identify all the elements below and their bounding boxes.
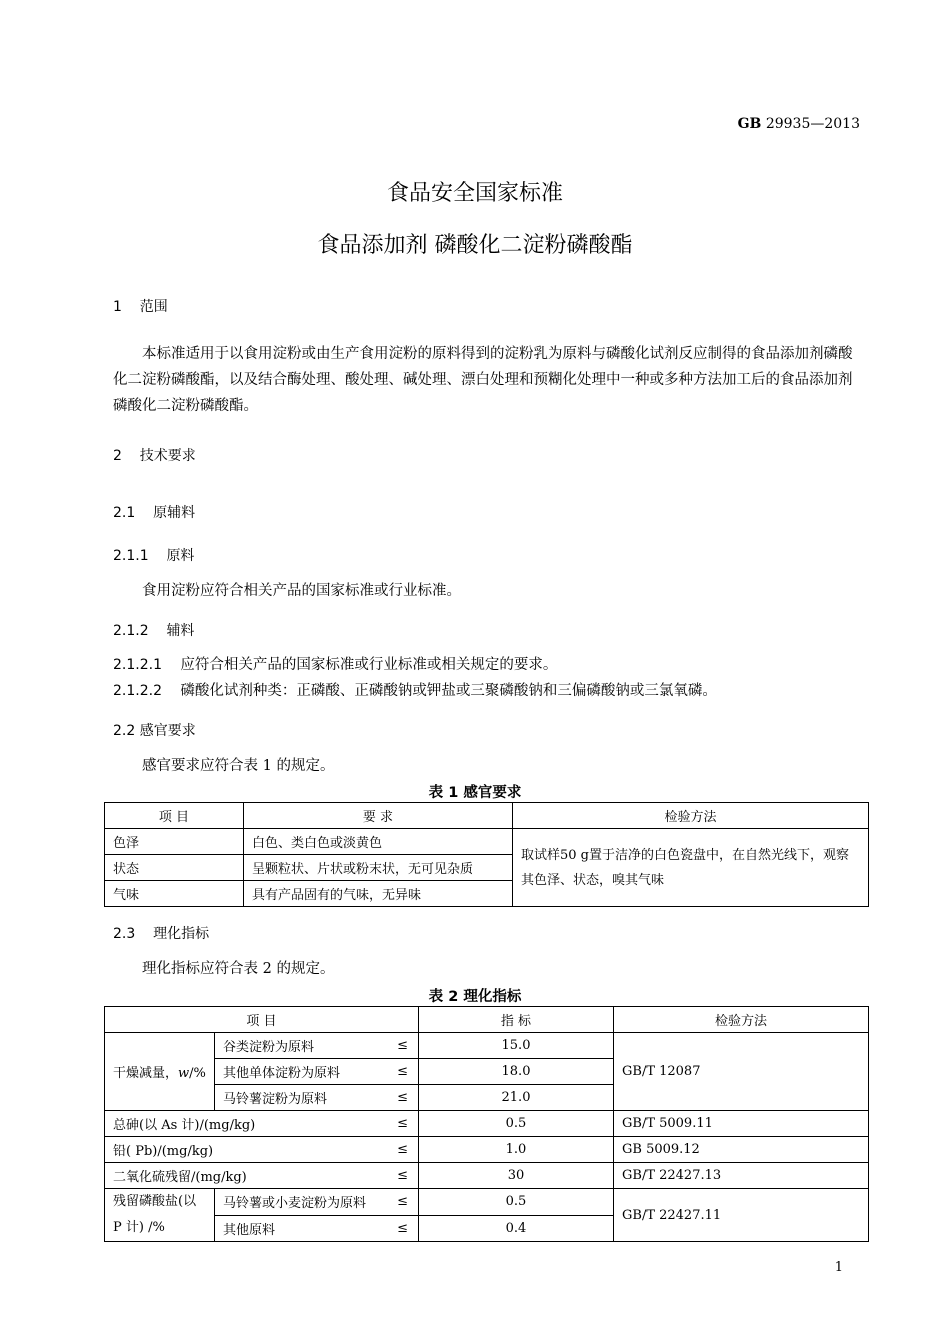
- table-2-phosphate-label: 残留磷酸盐(以 P 计) /%: [105, 1189, 215, 1242]
- table-2-value: 15.0: [419, 1033, 614, 1059]
- table-2-method: GB/T 5009.11: [614, 1111, 869, 1137]
- table-2-subitem: 其他单体淀粉为原料: [215, 1059, 385, 1085]
- table-1-header: 项 目: [105, 803, 244, 829]
- section-2-heading: 2 技术要求: [113, 448, 196, 464]
- table-1-header: 要 求: [244, 803, 513, 829]
- section-2-1-2-1: 2.1.2.1 应符合相关产品的国家标准或行业标准或相关规定的要求。: [113, 657, 558, 673]
- table-2-le-symbol: ≤: [385, 1189, 419, 1216]
- table-2-item: 二氧化硫残留/(mg/kg): [105, 1163, 385, 1189]
- table-1-method: 取试样50 g置于洁净的白色瓷盘中，在自然光线下，观察其色泽、状态，嗅其气味: [513, 829, 869, 907]
- page-number: 1: [834, 1260, 843, 1275]
- title-main: 食品安全国家标准: [386, 181, 563, 206]
- standard-code: GB 29935—2013: [737, 116, 860, 132]
- table-2-caption: 表 2 理化指标: [428, 989, 522, 1005]
- table-2-value: 30: [419, 1163, 614, 1189]
- title-sub: 食品添加剂 磷酸化二淀粉磷酸酯: [317, 233, 633, 258]
- table-2-method: GB/T 12087: [614, 1033, 869, 1111]
- section-2-1-heading: 2.1 原辅料: [113, 505, 196, 521]
- table-2-value: 18.0: [419, 1059, 614, 1085]
- section-2-3-heading: 2.3 理化指标: [113, 926, 210, 942]
- table-1-requirement: 白色、类白色或淡黄色: [244, 829, 513, 855]
- table-2-subitem: 马铃薯或小麦淀粉为原料: [215, 1189, 385, 1216]
- section-1-text: 本标准适用于以食用淀粉或由生产食用淀粉的原料得到的淀粉乳为原料与磷酸化试剂反应制得的食品添加剂磷酸化二淀粉磷酸酯，以及结合酶处理、酸处理、碱处理、漂白处理和预糊化处理中一种或多种方法加工后的食品添加剂磷酸化二淀粉磷酸酯。: [113, 346, 853, 414]
- table-2-value: 0.5: [419, 1111, 614, 1137]
- table-1-item: 状态: [105, 855, 244, 881]
- table-2-header: 检验方法: [614, 1007, 869, 1033]
- table-1-header: 检验方法: [513, 803, 869, 829]
- table-2-item: 铅( Pb)/(mg/kg): [105, 1137, 385, 1163]
- table-2-value: 0.5: [419, 1189, 614, 1216]
- table-2-header: 项 目: [105, 1007, 419, 1033]
- section-2-3-text: 理化指标应符合表 2 的规定。: [142, 961, 335, 977]
- table-2-subitem: 马铃薯淀粉为原料: [215, 1085, 385, 1111]
- table-2-method: GB/T 22427.11: [614, 1189, 869, 1242]
- section-2-1-1-heading: 2.1.1 原料: [113, 548, 195, 564]
- section-2-2-text: 感官要求应符合表 1 的规定。: [142, 758, 335, 774]
- table-1-requirement: 具有产品固有的气味，无异味: [244, 881, 513, 907]
- table-2-le-symbol: ≤: [385, 1033, 419, 1059]
- table-1: [104, 802, 869, 907]
- table-2-value: 21.0: [419, 1085, 614, 1111]
- section-2-1-2-heading: 2.1.2 辅料: [113, 623, 195, 639]
- table-1-item: 色泽: [105, 829, 244, 855]
- table-2-le-symbol: ≤: [385, 1085, 419, 1111]
- table-2-le-symbol: ≤: [385, 1163, 419, 1189]
- table-1-item: 气味: [105, 881, 244, 907]
- table-2-method: GB/T 22427.13: [614, 1163, 869, 1189]
- table-2-dry-loss-label: 干燥减量，w/%: [105, 1033, 215, 1111]
- table-1-requirement: 呈颗粒状、片状或粉末状，无可见杂质: [244, 855, 513, 881]
- section-2-2-heading: 2.2 感官要求: [113, 723, 196, 739]
- section-2-1-1-text: 食用淀粉应符合相关产品的国家标准或行业标准。: [142, 583, 461, 599]
- table-2: [104, 1006, 869, 1242]
- table-2-subitem: 谷类淀粉为原料: [215, 1033, 385, 1059]
- table-2-method: GB 5009.12: [614, 1137, 869, 1163]
- table-2-subitem: 其他原料: [215, 1215, 385, 1242]
- table-2-header: 指 标: [419, 1007, 614, 1033]
- table-2-le-symbol: ≤: [385, 1215, 419, 1242]
- table-1-caption: 表 1 感官要求: [428, 785, 522, 801]
- table-2-le-symbol: ≤: [385, 1059, 419, 1085]
- table-2-le-symbol: ≤: [385, 1111, 419, 1137]
- table-2-le-symbol: ≤: [385, 1137, 419, 1163]
- table-2-value: 1.0: [419, 1137, 614, 1163]
- section-1-heading: 1 范围: [113, 299, 168, 315]
- table-2-value: 0.4: [419, 1215, 614, 1242]
- section-2-1-2-2: 2.1.2.2 磷酸化试剂种类：正磷酸、正磷酸钠或钾盐或三聚磷酸钠和三偏磷酸钠或三氯氧磷。: [113, 683, 717, 699]
- table-2-item: 总砷(以 As 计)/(mg/kg): [105, 1111, 385, 1137]
